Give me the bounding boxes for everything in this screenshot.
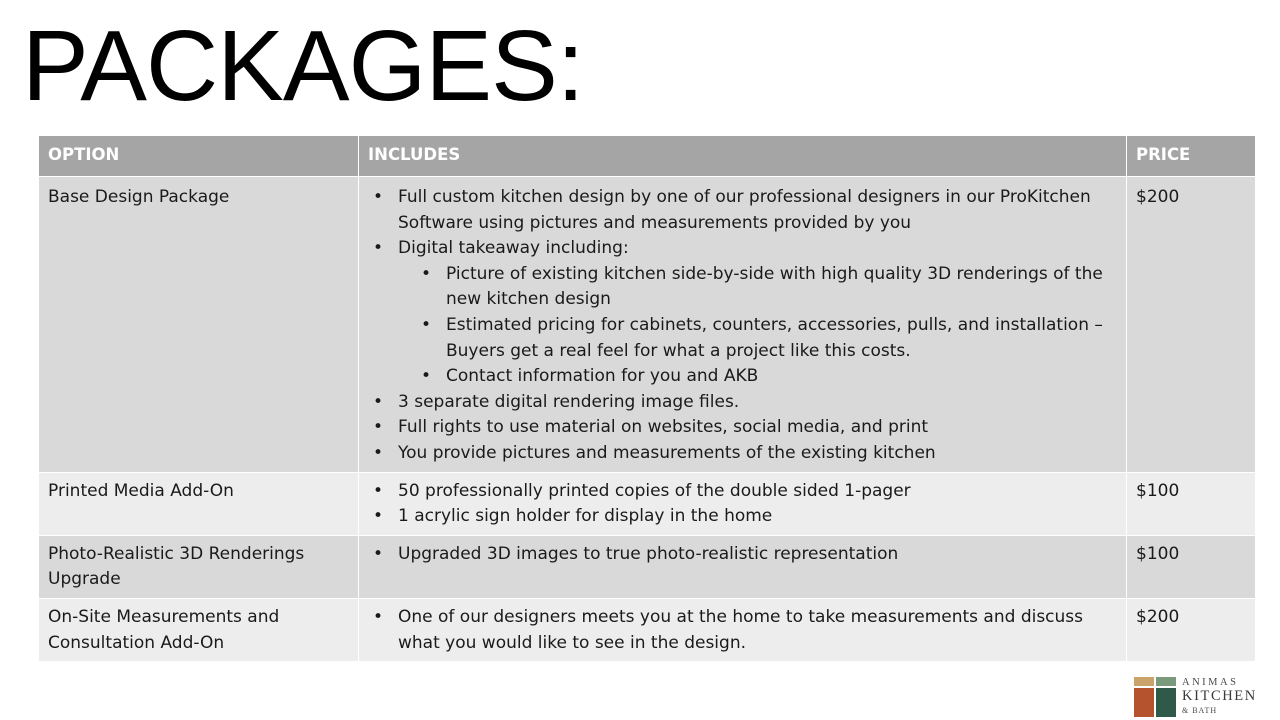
sub-list-item bbox=[368, 313, 1117, 364]
bullet-icon: • bbox=[372, 480, 384, 501]
list-item-text: Upgraded 3D images to true photo-realistic representation bbox=[398, 543, 899, 564]
bullet-icon: • bbox=[372, 606, 384, 627]
list-item-text: Full custom kitchen design by one of our professional designers in our ProKitchen Software using pictures and measurements provided by you bbox=[398, 187, 1091, 233]
sub-list-item-text: Picture of existing kitchen side-by-side with high quality 3D renderings of the new kitchen design bbox=[446, 263, 1103, 310]
bullet-icon: • bbox=[372, 543, 384, 564]
includes-list bbox=[368, 605, 1117, 656]
option-cell: Base Design Package bbox=[39, 177, 359, 473]
list-item bbox=[368, 236, 1117, 262]
bullet-icon: • bbox=[420, 263, 432, 284]
price-cell: $200 bbox=[1127, 177, 1256, 473]
list-item-text: 1 acrylic sign holder for display in the home bbox=[398, 506, 773, 527]
list-item bbox=[368, 415, 1117, 441]
animas-kitchen-bath-logo bbox=[1134, 677, 1274, 717]
page-title: PACKAGES: bbox=[22, 10, 584, 122]
list-item bbox=[368, 504, 1117, 530]
header-includes: INCLUDES bbox=[359, 136, 1127, 177]
header-option: OPTION bbox=[39, 136, 359, 177]
table-header-row bbox=[39, 136, 1256, 177]
price-cell: $100 bbox=[1127, 472, 1256, 535]
header-price: PRICE bbox=[1127, 136, 1256, 177]
includes-list bbox=[368, 185, 1117, 467]
bullet-icon: • bbox=[372, 506, 384, 527]
includes-cell bbox=[359, 598, 1127, 661]
list-item bbox=[368, 185, 1117, 236]
price-cell: $200 bbox=[1127, 598, 1256, 661]
logo-tile-2 bbox=[1156, 677, 1176, 686]
list-item-text: You provide pictures and measurements of the existing kitchen bbox=[398, 442, 936, 463]
list-item bbox=[368, 542, 1117, 568]
includes-list bbox=[368, 479, 1117, 530]
list-item-text: 50 professionally printed copies of the double sided 1-pager bbox=[398, 480, 911, 501]
table-row bbox=[39, 598, 1256, 661]
list-item bbox=[368, 479, 1117, 505]
sub-list-item bbox=[368, 364, 1117, 390]
option-cell: On-Site Measurements and Consultation Add-On bbox=[39, 598, 359, 661]
bullet-icon: • bbox=[372, 391, 384, 412]
sub-list-item-text: Estimated pricing for cabinets, counters, accessories, pulls, and installation – Buyers get a real feel for what a project like this costs. bbox=[446, 314, 1103, 361]
bullet-icon: • bbox=[420, 314, 432, 335]
bullet-icon: • bbox=[372, 238, 384, 259]
bullet-icon: • bbox=[372, 417, 384, 438]
price-cell: $100 bbox=[1127, 535, 1256, 598]
includes-list bbox=[368, 542, 1117, 568]
logo-text-animas: ANIMAS bbox=[1182, 677, 1239, 688]
packages-table bbox=[38, 135, 1256, 662]
sub-list-item-text: Contact information for you and AKB bbox=[446, 366, 759, 387]
sub-list-item bbox=[368, 262, 1117, 313]
logo-tile-3 bbox=[1134, 688, 1154, 717]
includes-cell bbox=[359, 535, 1127, 598]
list-item-text: One of our designers meets you at the home to take measurements and discuss what you would like to see in the design. bbox=[398, 606, 1084, 653]
sub-list bbox=[368, 262, 1117, 390]
table-row bbox=[39, 472, 1256, 535]
logo-text-kitchen: KITCHEN bbox=[1182, 688, 1257, 704]
table-row bbox=[39, 535, 1256, 598]
bullet-icon: • bbox=[372, 442, 384, 463]
logo-tile-1 bbox=[1134, 677, 1154, 686]
includes-cell bbox=[359, 177, 1127, 473]
logo-text-bath: & BATH bbox=[1182, 706, 1218, 715]
list-item-text: Full rights to use material on websites, social media, and print bbox=[398, 417, 929, 438]
option-cell: Printed Media Add-On bbox=[39, 472, 359, 535]
includes-cell bbox=[359, 472, 1127, 535]
logo-tile-4 bbox=[1156, 688, 1176, 717]
bullet-icon: • bbox=[372, 187, 384, 207]
list-item bbox=[368, 390, 1117, 416]
list-item-text: Digital takeaway including: bbox=[398, 238, 629, 259]
list-item bbox=[368, 441, 1117, 467]
list-item-text: 3 separate digital rendering image files. bbox=[398, 391, 740, 412]
list-item bbox=[368, 605, 1117, 656]
table-row bbox=[39, 177, 1256, 473]
bullet-icon: • bbox=[420, 366, 432, 387]
sub-list-container bbox=[368, 262, 1117, 390]
option-cell: Photo-Realistic 3D Renderings Upgrade bbox=[39, 535, 359, 598]
